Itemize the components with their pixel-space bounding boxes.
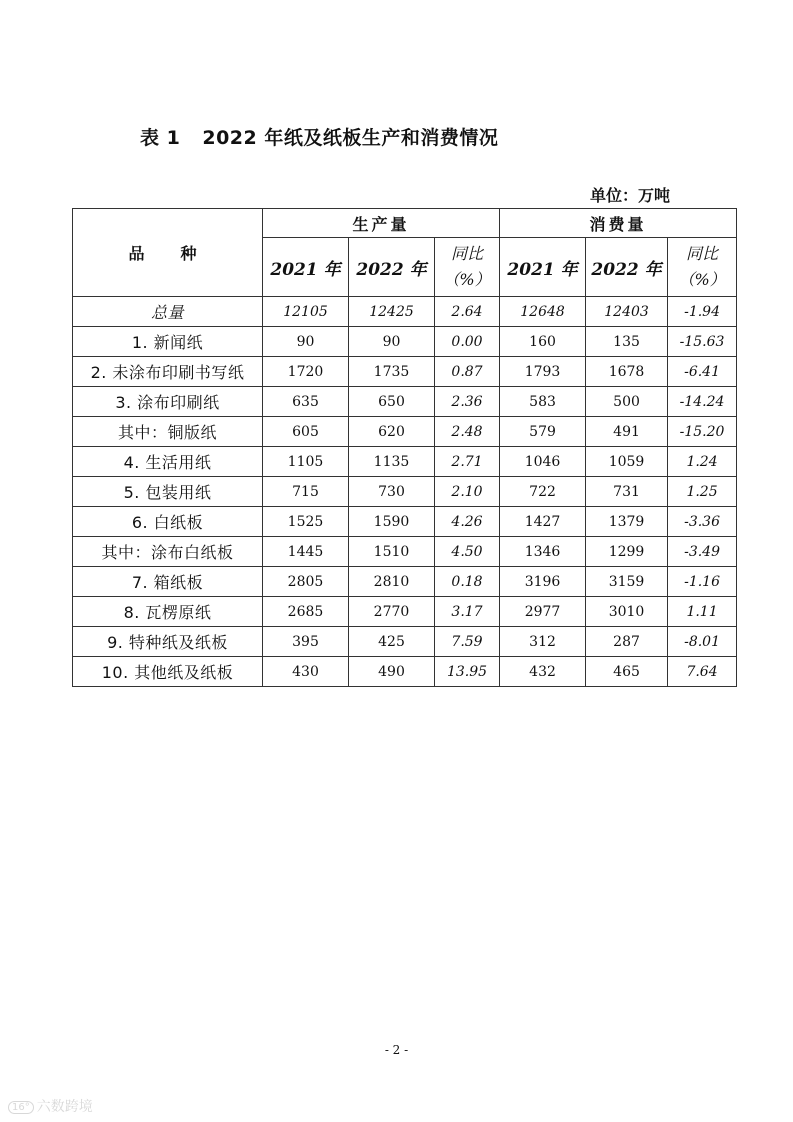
consumption-2021: 2977 xyxy=(500,597,586,627)
consumption-yoy: -15.63 xyxy=(668,327,737,357)
consumption-yoy: -3.36 xyxy=(668,507,737,537)
row-name: 6. 白纸板 xyxy=(73,507,263,537)
consumption-2021: 12648 xyxy=(500,297,586,327)
watermark xyxy=(8,1096,93,1116)
row-name: 7. 箱纸板 xyxy=(73,567,263,597)
consumption-2022: 465 xyxy=(586,657,668,687)
table-row xyxy=(73,597,737,627)
consumption-yoy: 1.11 xyxy=(668,597,737,627)
production-yoy: 2.71 xyxy=(435,447,500,477)
production-2022: 1735 xyxy=(349,357,435,387)
production-yoy: 4.26 xyxy=(435,507,500,537)
production-2021: 1105 xyxy=(263,447,349,477)
row-name: 其中：铜版纸 xyxy=(73,417,263,447)
consumption-yoy: -8.01 xyxy=(668,627,737,657)
production-2022: 650 xyxy=(349,387,435,417)
consumption-2021: 3196 xyxy=(500,567,586,597)
production-2021: 90 xyxy=(263,327,349,357)
consumption-2022-header: 2022 年 xyxy=(586,238,668,297)
table-row xyxy=(73,477,737,507)
production-2022: 620 xyxy=(349,417,435,447)
watermark-logo-icon: 16° xyxy=(8,1101,34,1114)
production-2021: 635 xyxy=(263,387,349,417)
row-name: 10. 其他纸及纸板 xyxy=(73,657,263,687)
consumption-2021-header: 2021 年 xyxy=(500,238,586,297)
table-row xyxy=(73,657,737,687)
production-2021: 1525 xyxy=(263,507,349,537)
table-row xyxy=(73,327,737,357)
consumption-2022: 1379 xyxy=(586,507,668,537)
yoy-unit: （%） xyxy=(678,270,726,289)
consumption-2022: 3159 xyxy=(586,567,668,597)
row-name: 3. 涂布印刷纸 xyxy=(73,387,263,417)
consumption-2021: 1346 xyxy=(500,537,586,567)
table-caption: 2022 年纸及纸板生产和消费情况 xyxy=(202,127,499,149)
production-2021: 430 xyxy=(263,657,349,687)
production-group-header: 生产量 xyxy=(263,209,500,238)
consumption-2022: 491 xyxy=(586,417,668,447)
consumption-group-header: 消费量 xyxy=(500,209,737,238)
consumption-yoy-header xyxy=(668,238,737,297)
consumption-2021: 1427 xyxy=(500,507,586,537)
table-row xyxy=(73,447,737,477)
consumption-2021: 312 xyxy=(500,627,586,657)
production-yoy: 0.87 xyxy=(435,357,500,387)
row-name: 4. 生活用纸 xyxy=(73,447,263,477)
page-number: - 2 - xyxy=(384,1043,409,1057)
production-2022: 1590 xyxy=(349,507,435,537)
table-row xyxy=(73,507,737,537)
production-yoy: 13.95 xyxy=(435,657,500,687)
consumption-yoy: 7.64 xyxy=(668,657,737,687)
consumption-2022: 12403 xyxy=(586,297,668,327)
consumption-yoy: -3.49 xyxy=(668,537,737,567)
table-title xyxy=(140,123,498,150)
table-row xyxy=(73,537,737,567)
production-2021: 2805 xyxy=(263,567,349,597)
consumption-yoy: -14.24 xyxy=(668,387,737,417)
production-yoy: 2.36 xyxy=(435,387,500,417)
table-body xyxy=(73,297,737,687)
production-2021-header: 2021 年 xyxy=(263,238,349,297)
consumption-2021: 579 xyxy=(500,417,586,447)
production-2022: 1510 xyxy=(349,537,435,567)
production-2022: 1135 xyxy=(349,447,435,477)
production-2022: 730 xyxy=(349,477,435,507)
production-yoy-header xyxy=(435,238,500,297)
consumption-2022: 731 xyxy=(586,477,668,507)
consumption-2022: 287 xyxy=(586,627,668,657)
consumption-2021: 1793 xyxy=(500,357,586,387)
consumption-yoy: -1.16 xyxy=(668,567,737,597)
production-yoy: 2.48 xyxy=(435,417,500,447)
watermark-text: 六数跨境 xyxy=(36,1099,93,1115)
consumption-2021: 160 xyxy=(500,327,586,357)
production-2021: 1445 xyxy=(263,537,349,567)
row-name: 5. 包装用纸 xyxy=(73,477,263,507)
consumption-2022: 1299 xyxy=(586,537,668,567)
table-row xyxy=(73,297,737,327)
production-yoy: 2.10 xyxy=(435,477,500,507)
production-yoy: 7.59 xyxy=(435,627,500,657)
production-2022: 425 xyxy=(349,627,435,657)
consumption-yoy: -6.41 xyxy=(668,357,737,387)
production-2022-header: 2022 年 xyxy=(349,238,435,297)
variety-header: 品 种 xyxy=(73,209,263,297)
consumption-yoy: -15.20 xyxy=(668,417,737,447)
production-2022: 90 xyxy=(349,327,435,357)
production-2022: 2770 xyxy=(349,597,435,627)
row-name: 其中：涂布白纸板 xyxy=(73,537,263,567)
table-row xyxy=(73,627,737,657)
production-2022: 12425 xyxy=(349,297,435,327)
consumption-2021: 432 xyxy=(500,657,586,687)
yoy-label: 同比 xyxy=(451,244,484,263)
yoy-unit: （%） xyxy=(443,270,491,289)
production-2022: 490 xyxy=(349,657,435,687)
row-name: 总量 xyxy=(73,297,263,327)
consumption-2021: 583 xyxy=(500,387,586,417)
consumption-2022: 500 xyxy=(586,387,668,417)
production-2021: 395 xyxy=(263,627,349,657)
production-2021: 2685 xyxy=(263,597,349,627)
production-2021: 1720 xyxy=(263,357,349,387)
production-2021: 605 xyxy=(263,417,349,447)
table-row xyxy=(73,567,737,597)
consumption-yoy: 1.24 xyxy=(668,447,737,477)
row-name: 2. 未涂布印刷书写纸 xyxy=(73,357,263,387)
production-2021: 12105 xyxy=(263,297,349,327)
consumption-2022: 135 xyxy=(586,327,668,357)
production-yoy: 0.18 xyxy=(435,567,500,597)
consumption-2022: 3010 xyxy=(586,597,668,627)
consumption-2022: 1059 xyxy=(586,447,668,477)
production-yoy: 0.00 xyxy=(435,327,500,357)
table-row xyxy=(73,417,737,447)
production-yoy: 4.50 xyxy=(435,537,500,567)
unit-label: 单位：万吨 xyxy=(590,186,671,205)
consumption-yoy: -1.94 xyxy=(668,297,737,327)
consumption-2021: 722 xyxy=(500,477,586,507)
consumption-yoy: 1.25 xyxy=(668,477,737,507)
row-name: 8. 瓦楞原纸 xyxy=(73,597,263,627)
row-name: 9. 特种纸及纸板 xyxy=(73,627,263,657)
paper-production-consumption-table xyxy=(72,208,737,687)
consumption-2022: 1678 xyxy=(586,357,668,387)
table-row xyxy=(73,387,737,417)
consumption-2021: 1046 xyxy=(500,447,586,477)
production-yoy: 3.17 xyxy=(435,597,500,627)
row-name: 1. 新闻纸 xyxy=(73,327,263,357)
production-yoy: 2.64 xyxy=(435,297,500,327)
production-2022: 2810 xyxy=(349,567,435,597)
production-2021: 715 xyxy=(263,477,349,507)
table-number: 表 1 xyxy=(140,127,181,149)
table-row xyxy=(73,357,737,387)
yoy-label: 同比 xyxy=(686,244,719,263)
